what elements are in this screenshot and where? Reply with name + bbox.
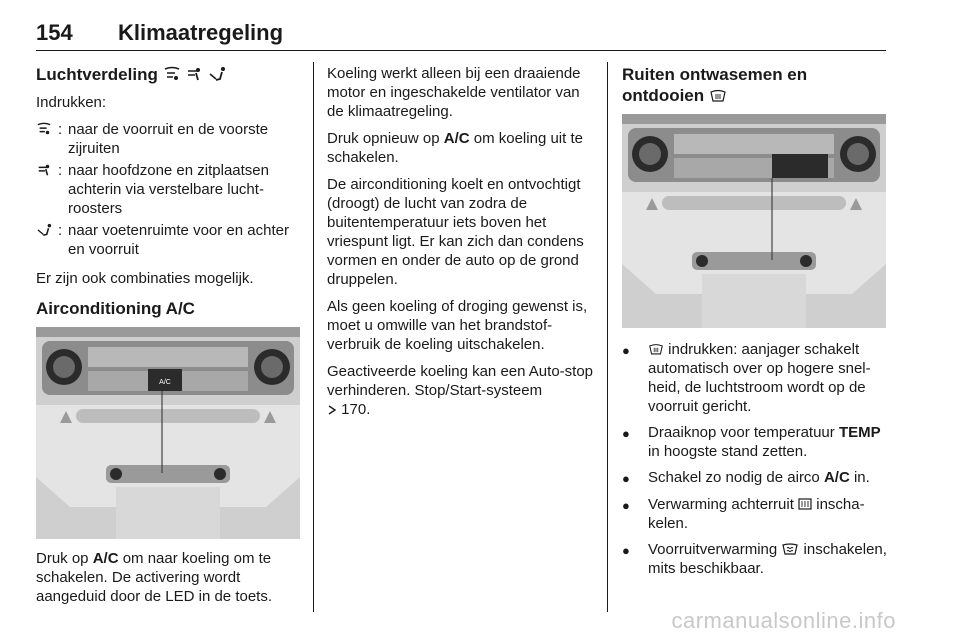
bullet: ● xyxy=(622,343,630,358)
list-item: ● Draaiknop voor temperatuur TEMP in hoogste stand zetten. xyxy=(622,424,881,460)
definition-text: naar voetenruimte voor en achter en voorruit xyxy=(68,222,289,258)
front-defrost-icon xyxy=(648,343,664,356)
bullet: ● xyxy=(622,543,630,558)
face-vent-icon xyxy=(36,163,52,177)
watermark: carmanualsonline.info xyxy=(671,608,896,633)
page-number: 154 xyxy=(36,20,73,45)
press-ac-text: Druk op A/C om naar koeling om te schakelen. De activering wordt aangeduid door de LED in de toets. xyxy=(36,550,273,605)
column-divider-1 xyxy=(313,62,314,612)
definition-colon: : xyxy=(58,121,63,138)
bullet: ● xyxy=(622,498,630,513)
page-title: Klimaatregeling xyxy=(118,20,284,45)
rear-defrost-icon xyxy=(798,498,812,511)
bullet: ● xyxy=(622,471,630,486)
column-divider-2 xyxy=(607,62,608,612)
page-reference-icon xyxy=(327,404,337,416)
paragraph-dehumidify: De airconditioning koelt en ontvochtigt (droogt) de lucht van zodra de buitentemperatuur iets boven het vriespunt ligt. Er kan zich dan condens vormen en onder de auto op de grond druppelen. xyxy=(327,176,584,288)
windscreen-heating-icon xyxy=(781,543,799,556)
vent-definition-list xyxy=(36,120,302,259)
list-item: ● indrukken: aanjager schakelt automatisch over op hogere snelheid, de luchtstroom wordt op de voorruit gericht. xyxy=(622,341,871,415)
press-label: Indrukken: xyxy=(36,94,107,111)
list-item: ● Voorruitverwarming inschakelen, mits beschikbaar. xyxy=(622,541,887,577)
defrost-heading: Ruiten ontwasemen en ontdooien xyxy=(622,65,808,105)
definition-row xyxy=(36,161,302,218)
definition-row xyxy=(36,120,302,158)
list-item: ● Schakel zo nodig de airco A/C in. xyxy=(622,469,870,486)
list-item: ● Verwarming achterruit inschakelen. xyxy=(622,496,865,532)
definition-text: naar de voorruit en de voorste zijruiten xyxy=(68,121,269,157)
definition-colon: : xyxy=(58,162,63,179)
foot-vent-icon xyxy=(208,66,228,82)
paragraph-cooling-off: Druk opnieuw op A/C om koeling uit te schakelen. xyxy=(327,130,583,166)
definition-colon: : xyxy=(58,222,63,239)
ac-button-label: A/C xyxy=(159,379,171,386)
bullet: ● xyxy=(622,426,630,441)
column-3 xyxy=(622,64,888,585)
definition-text: naar hoofdzone en zitplaatsen achterin via verstelbare luchtroosters xyxy=(68,162,269,217)
face-vent-icon xyxy=(185,66,203,82)
front-defrost-icon xyxy=(709,89,727,103)
paragraph-cooling-conditions: Koeling werkt alleen bij een draaiende motor en ingeschakelde ventilator van de klimaatregeling. xyxy=(327,65,581,120)
paragraph-autostop: Geactiveerde koeling kan een Auto-stop verhinderen. Stop/Start-systeem 170. xyxy=(327,363,594,418)
ac-heading: Airconditioning A/C xyxy=(36,299,195,318)
combinations-text: Er zijn ook combinaties mogelijk. xyxy=(36,270,254,287)
windscreen-vent-icon xyxy=(163,66,181,82)
definition-row xyxy=(36,221,302,259)
page-reference[interactable]: 170. xyxy=(341,401,371,418)
defrost-steps-list xyxy=(622,340,888,578)
foot-vent-icon xyxy=(36,223,54,237)
column-1 xyxy=(36,64,302,614)
ac-panel-photo xyxy=(36,327,300,539)
air-distribution-heading: Luchtverdeling xyxy=(36,64,302,85)
header-rule xyxy=(36,50,886,51)
windscreen-vent-icon xyxy=(36,122,52,136)
defrost-panel-photo xyxy=(622,114,886,328)
paragraph-fuel-saving: Als geen koeling of droging gewenst is, moet u omwille van het brandstofverbruik de koeling uitschakelen. xyxy=(327,298,588,353)
column-2 xyxy=(327,64,593,427)
